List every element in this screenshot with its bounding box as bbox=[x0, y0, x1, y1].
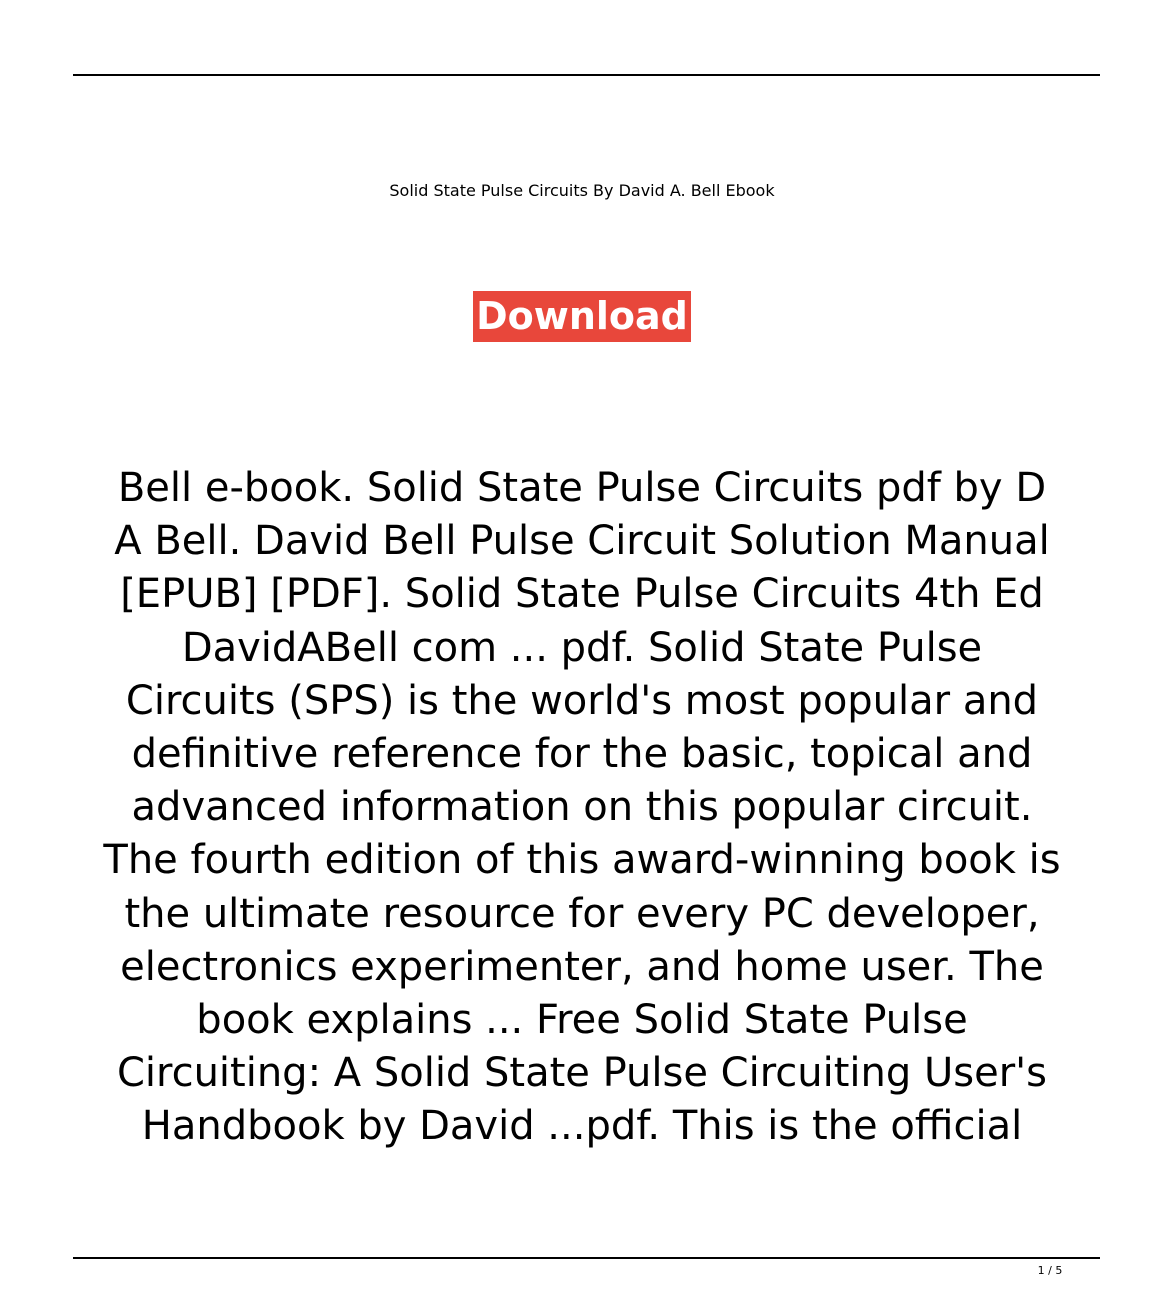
body-line: The fourth edition of this award-winning book is bbox=[103, 837, 1061, 884]
body-line: book explains ... Free Solid State Pulse bbox=[196, 997, 968, 1044]
bottom-divider bbox=[73, 1257, 1100, 1259]
body-line: electronics experimenter, and home user. The bbox=[120, 943, 1044, 990]
body-line: definitive reference for the basic, topical and bbox=[131, 731, 1033, 778]
body-line: Circuiting: A Solid State Pulse Circuiting User's bbox=[116, 1050, 1048, 1097]
body-line: Handbook by David ...pdf. This is the official bbox=[141, 1103, 1023, 1150]
body-line: A Bell. David Bell Pulse Circuit Solution Manual bbox=[114, 518, 1050, 565]
document-title: Solid State Pulse Circuits By David A. Bell Ebook bbox=[389, 181, 775, 200]
body-line: [EPUB] [PDF]. Solid State Pulse Circuits 4th Ed bbox=[120, 571, 1044, 618]
body-line: Bell e-book. Solid State Pulse Circuits pdf by D bbox=[117, 465, 1047, 511]
top-divider bbox=[73, 74, 1100, 76]
body-line: DavidABell com ... pdf. Solid State Pulse bbox=[181, 624, 983, 671]
page-indicator: 1 / 5 bbox=[1037, 1264, 1063, 1277]
download-button[interactable]: Download bbox=[473, 291, 691, 342]
body-line: the ultimate resource for every PC developer, bbox=[124, 890, 1040, 937]
body-line: advanced information on this popular circuit. bbox=[131, 784, 1033, 831]
body-paragraph bbox=[62, 462, 1102, 1154]
download-area bbox=[0, 291, 1164, 342]
body-line: Circuits (SPS) is the world's most popular and bbox=[125, 677, 1039, 724]
